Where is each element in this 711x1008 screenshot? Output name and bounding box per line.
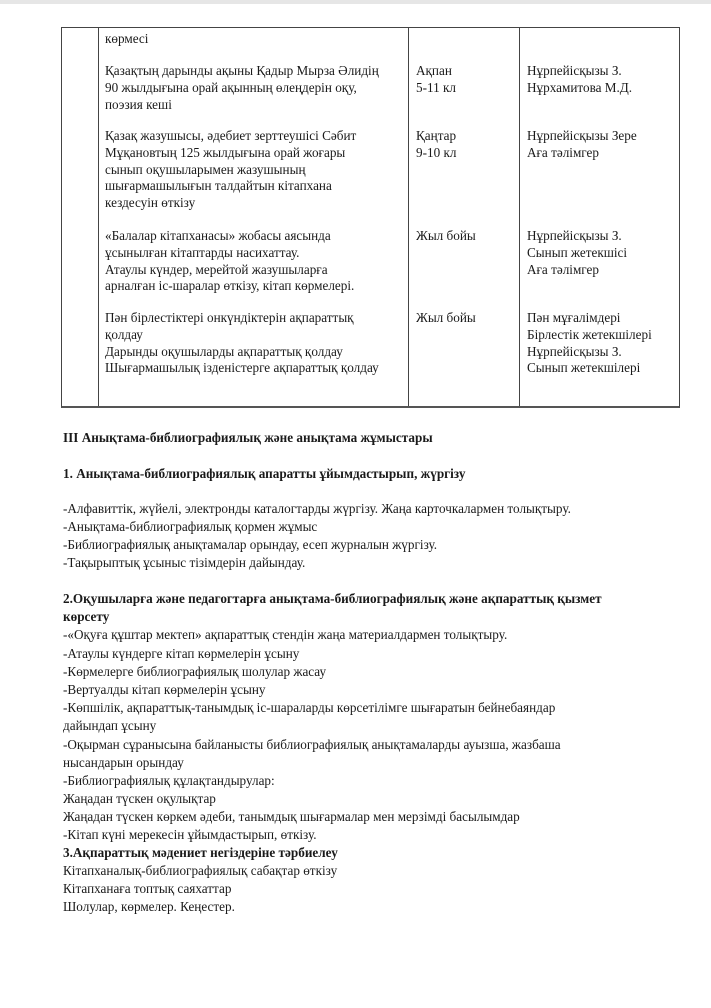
table-row-3-event: «Балалар кітапханасы» жобасы аясында ұсынылған кітаптарды насихаттау. Атаулы күндер, мерейтой жазушыларға арналған іс-шаралар өткізу, кітап көрмелері. — [105, 228, 355, 294]
list-item: -Көрмелерге библиографиялық шолулар жасау — [63, 664, 327, 679]
table-row-1-responsible: Нұрпейісқызы З. Нұрхамитова М.Д. — [527, 63, 633, 95]
events-table — [61, 27, 680, 408]
list-item: -Көпшілік, ақпараттық-танымдық іс-шараларды көрсетілімге шығаратын бейнебаяндар — [63, 700, 556, 715]
table-row-0-event: көрмесі — [105, 31, 149, 46]
list-item: -Оқырман сұранысына байланысты библиографиялық анықтамаларды ауызша, жазбаша — [63, 737, 561, 752]
column-divider — [519, 28, 520, 406]
list-item: нысандарын орындау — [63, 755, 184, 770]
list-item: Жаңадан түскен көркем әдеби, танымдық шығармалар мен мерзімді басылымдар — [63, 809, 520, 824]
subsection-1-title: 1. Анықтама-библиографиялық апаратты ұйымдастырып, жүргізу — [63, 466, 466, 481]
list-item: -Библиографиялық анықтамалар орындау, есеп журналын жүргізу. — [63, 537, 438, 552]
table-row-2-date: Қаңтар 9-10 кл — [416, 128, 457, 160]
list-item: -Алфавиттік, жүйелі, электронды каталогтарды жүргізу. Жаңа карточкалармен толықтыру. — [63, 501, 571, 516]
list-item: -Атаулы күндерге кітап көрмелерін ұсыну — [63, 646, 300, 661]
section-3-title: III Анықтама-библиографиялық және анықтама жұмыстары — [63, 430, 433, 445]
table-row-4-responsible: Пән мұғалімдері Бірлестік жетекшілері Нұрпейісқызы З. Сынып жетекшілері — [527, 310, 652, 376]
list-item: Кітапханаға топтық саяхаттар — [63, 881, 232, 896]
table-row-4-date: Жыл бойы — [416, 310, 476, 325]
subsection-2-title: 2.Оқушыларға және педагогтарға анықтама-библиографиялық және ақпараттық қызмет — [63, 591, 602, 606]
subsection-2-title-cont: көрсету — [63, 609, 110, 624]
table-row-2-event: Қазақ жазушысы, әдебиет зерттеушісі Сәбит Мұқановтың 125 жылдығына орай жоғары сынып оқушыларымен жазушының шығармашылығын талдайтын кітапхана кездесуін өткізу — [105, 128, 357, 211]
list-item: Кітапханалық-библиографиялық сабақтар өткізу — [63, 863, 338, 878]
page-top-edge — [0, 0, 711, 4]
list-item: -Библиографиялық құлақтандырулар: — [63, 773, 275, 788]
table-row-1-date: Ақпан 5-11 кл — [416, 63, 456, 95]
table-row-2-responsible: Нұрпейісқызы Зере Аға тәлімгер — [527, 128, 637, 160]
list-item: -Вертуалды кітап көрмелерін ұсыну — [63, 682, 266, 697]
list-item: Жаңадан түскен оқулықтар — [63, 791, 216, 806]
list-item: Шолулар, көрмелер. Кеңестер. — [63, 899, 235, 914]
column-divider — [408, 28, 409, 406]
list-item: дайындап ұсыну — [63, 718, 157, 733]
list-item: -«Оқуға құштар мектеп» ақпараттық стендін жаңа материалдармен толықтыру. — [63, 627, 508, 642]
table-row-4-event: Пән бірлестіктері онкүндіктерін ақпараттық қолдау Дарынды оқушыларды ақпараттық қолдау Шығармашылық ізденістерге ақпараттық қолдау — [105, 310, 379, 376]
column-divider — [98, 28, 99, 406]
table-row-3-responsible: Нұрпейісқызы З. Сынып жетекшісі Аға тәлімгер — [527, 228, 628, 277]
table-row-3-date: Жыл бойы — [416, 228, 476, 243]
list-item: -Анықтама-библиографиялық қормен жұмыс — [63, 519, 318, 534]
subsection-3-title: 3.Ақпараттық мәдениет негіздеріне тәрбиелеу — [63, 845, 338, 860]
list-item: -Тақырыптық ұсыныс тізімдерін дайындау. — [63, 555, 306, 570]
list-item: -Кітап күні мерекесін ұйымдастырып, өткізу. — [63, 827, 317, 842]
table-row-1-event: Қазақтың дарынды ақыны Қадыр Мырза Әлидің 90 жылдығына орай ақынның өлеңдерін оқу, поэзия кеші — [105, 63, 379, 112]
